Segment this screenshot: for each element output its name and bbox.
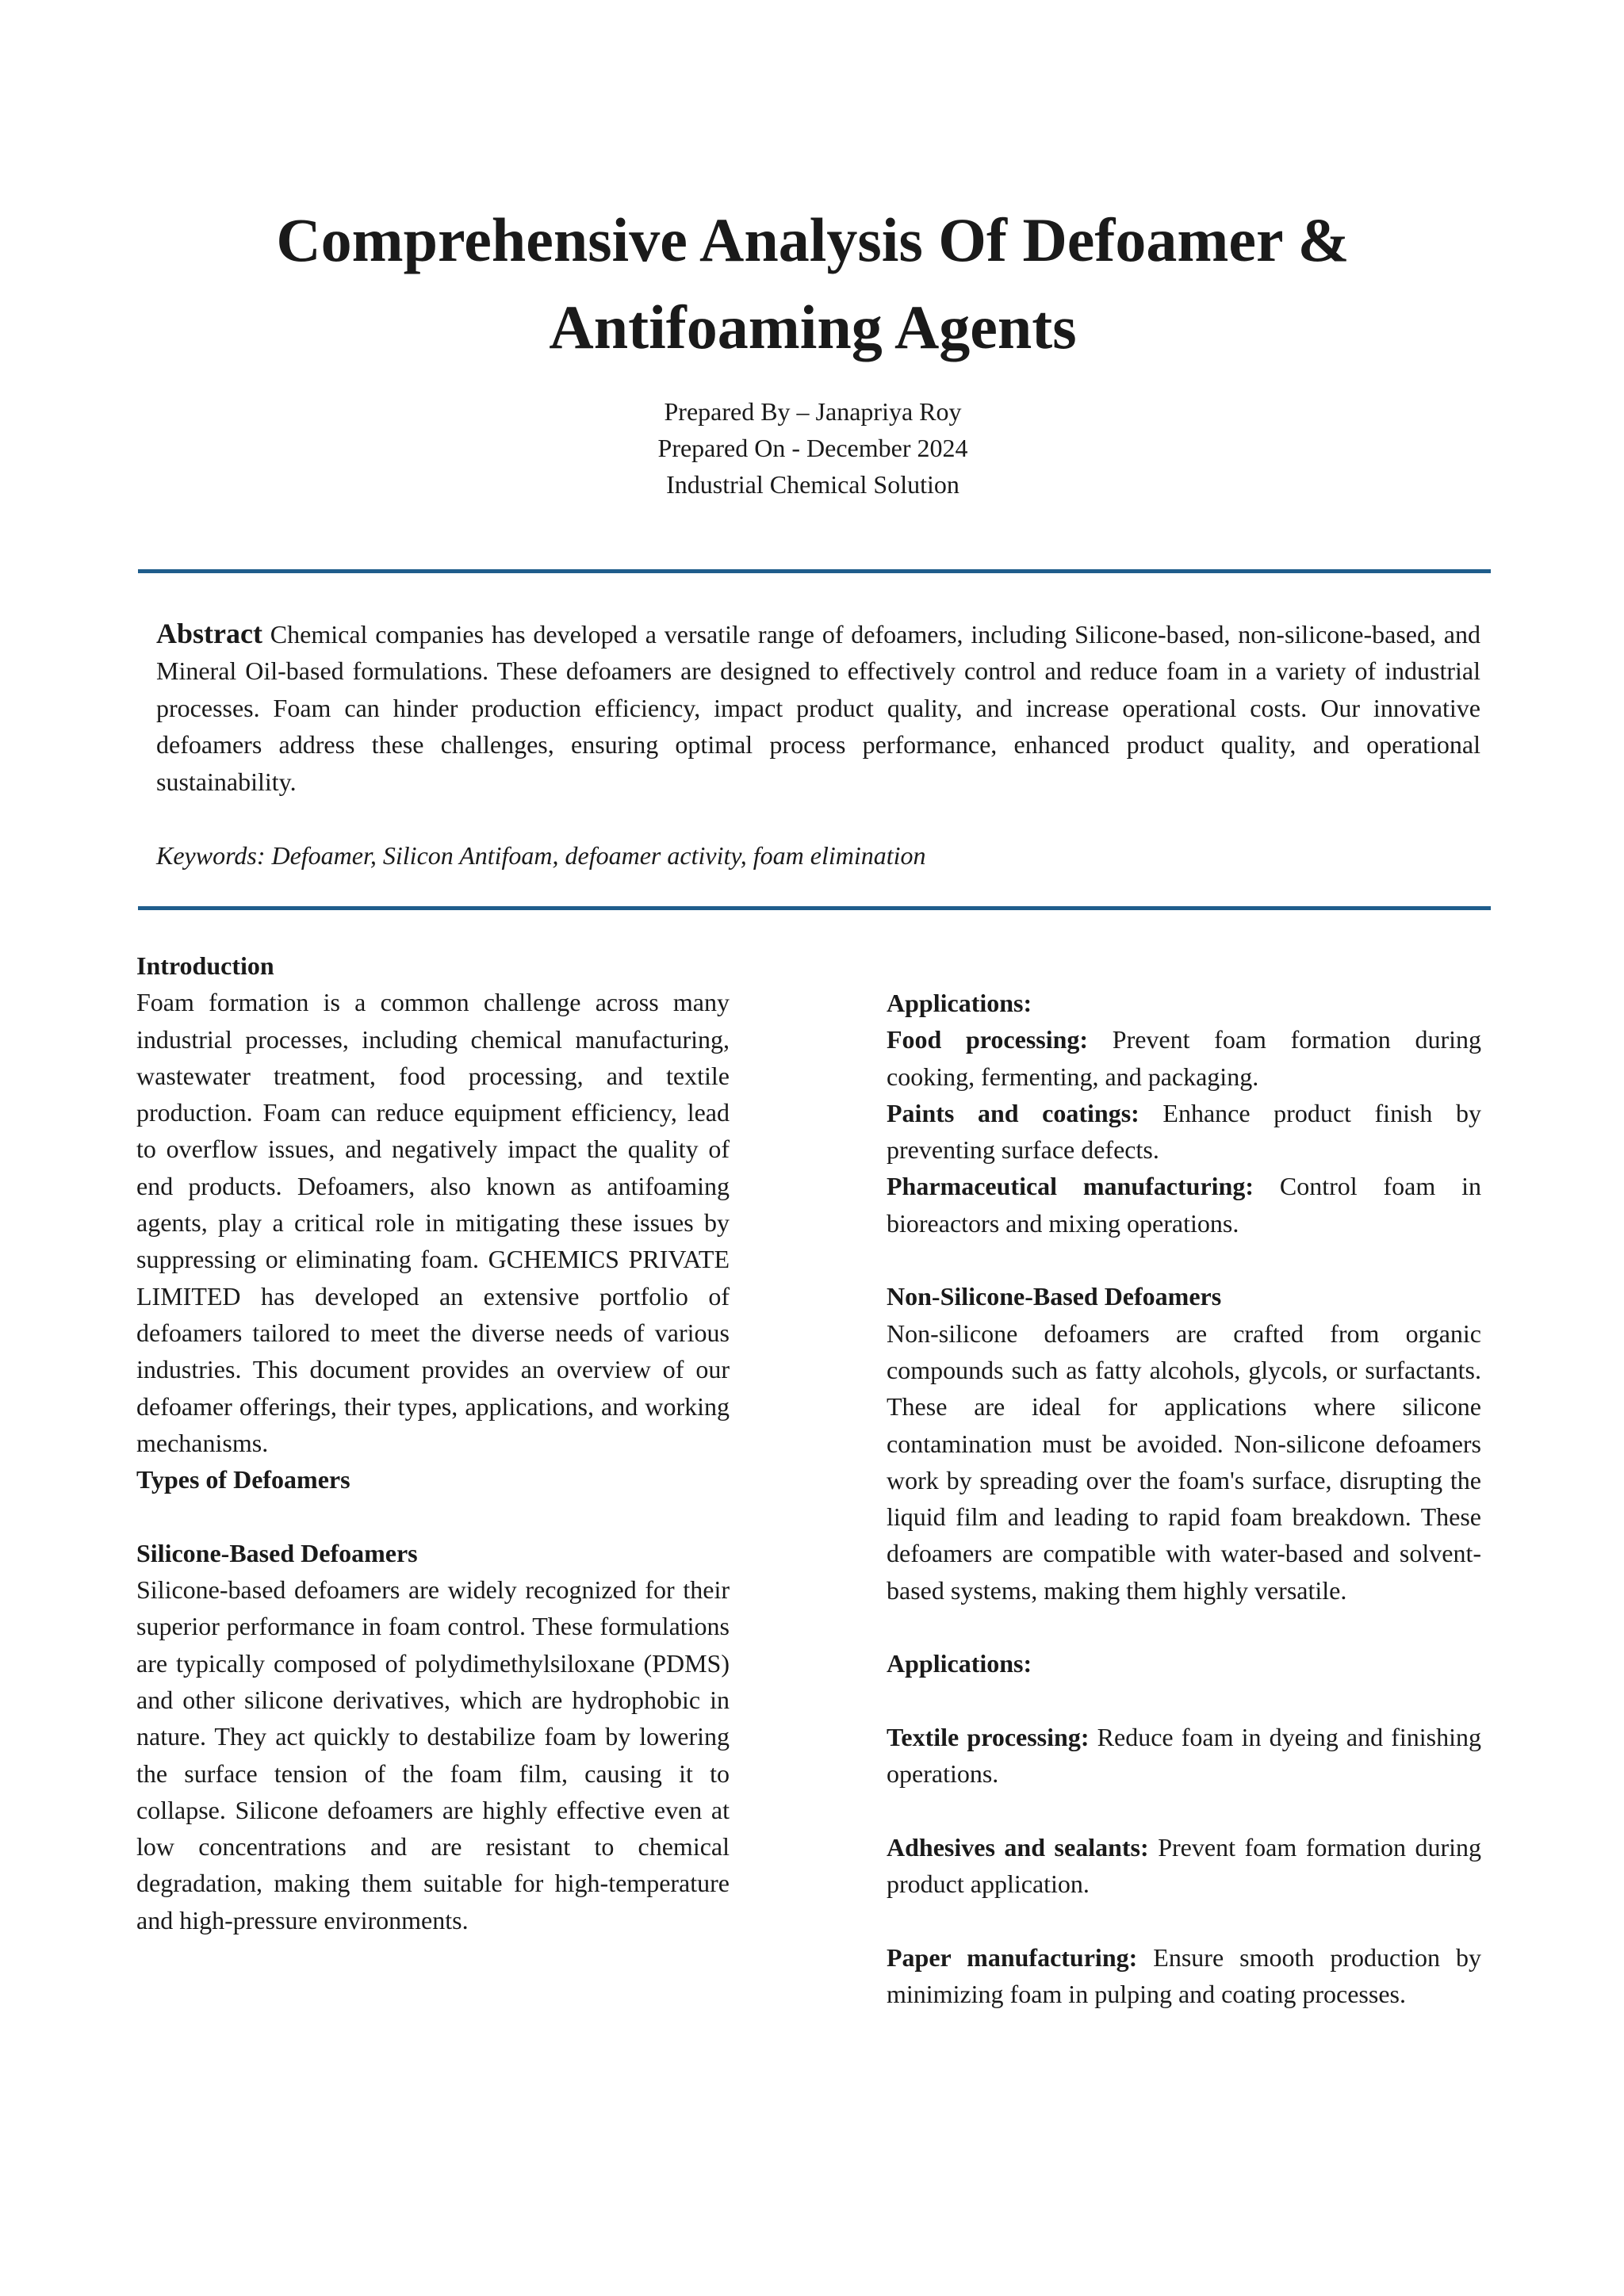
spacer bbox=[887, 1242, 1481, 1278]
application-text: Control foam in bioreactors and mixing operations. bbox=[887, 1172, 1482, 1238]
applications-heading-1: Applications: bbox=[887, 989, 1032, 1017]
top-divider bbox=[138, 569, 1491, 573]
silicone-text: Silicone-based defoamers are widely recognized for their superior performance in foam control. These formulations are typically composed of polydimethylsiloxane (PDMS) and other silicone derivatives, which are hydrophobic in nature. They act quickly to destabilize foam by lowering the surface tension of the foam film, causing it to collapse. Silicone defoamers are highly effective even at low concentrations and are resistant to chemical degradation, making them suitable for high-temperature and high-pressure environments. bbox=[136, 1575, 730, 1934]
nonsilicone-text: Non-silicone defoamers are crafted from organic compounds such as fatty alcohols, glycols, or surfactants. These are ideal for applications where silicone contamination must be avoided. Non-silicone defoamers work by spreading over the foam's surface, disrupting the liquid film and leading to rapid foam breakdown. These defoamers are compatible with water-based and solvent-based systems, making them highly versatile. bbox=[887, 1318, 1481, 1605]
bottom-divider bbox=[138, 906, 1491, 910]
application-item bbox=[887, 1168, 1481, 1242]
application-text: Enhance product finish by preventing surface defects. bbox=[887, 1098, 1482, 1165]
application-label: Adhesives and sealants: bbox=[887, 1832, 1149, 1862]
prepared-on: Prepared On - December 2024 bbox=[657, 434, 968, 462]
silicone-heading: Silicone-Based Defoamers bbox=[136, 1538, 418, 1567]
application-label: Textile processing: bbox=[887, 1722, 1090, 1751]
right-column bbox=[887, 985, 1481, 2012]
spacer bbox=[887, 1682, 1481, 1719]
prepared-by: Prepared By – Janapriya Roy bbox=[664, 397, 962, 426]
document-meta bbox=[143, 393, 1483, 503]
application-text: Prevent foam formation during product application. bbox=[887, 1832, 1482, 1899]
nonsilicone-heading: Non-Silicone-Based Defoamers bbox=[887, 1282, 1222, 1311]
application-item bbox=[887, 1095, 1481, 1169]
document-title bbox=[143, 197, 1483, 371]
application-label: Pharmaceutical manufacturing: bbox=[887, 1172, 1254, 1201]
title-line-1: Comprehensive Analysis Of Defoamer & bbox=[276, 205, 1350, 274]
application-text: Reduce foam in dyeing and finishing operations. bbox=[887, 1722, 1482, 1789]
application-item bbox=[887, 1829, 1481, 1903]
left-column bbox=[136, 947, 730, 1938]
spacer bbox=[136, 1498, 730, 1534]
application-item bbox=[887, 1021, 1481, 1095]
spacer bbox=[887, 1902, 1481, 1938]
application-label: Paints and coatings: bbox=[887, 1098, 1139, 1127]
applications-heading-2: Applications: bbox=[887, 1649, 1032, 1678]
title-line-2: Antifoaming Agents bbox=[549, 293, 1077, 362]
introduction-heading: Introduction bbox=[136, 951, 274, 980]
application-item bbox=[887, 1719, 1481, 1793]
abstract-text: Chemical companies has developed a versatile range of defoamers, including Silicone-based, non-silicone-based, and Mineral Oil-based formulations. These defoamers are designed to effectively control and reduce foam in a variety of industrial processes. Foam can hinder production efficiency, impact product quality, and increase operational costs. Our innovative defoamers address these challenges, ensuring optimal process performance, enhanced product quality, and operational sustainability. bbox=[156, 620, 1481, 796]
application-text: Ensure smooth production by minimizing foam in pulping and coating processes. bbox=[887, 1942, 1482, 2009]
organization: Industrial Chemical Solution bbox=[666, 470, 959, 499]
spacer bbox=[887, 1609, 1481, 1645]
introduction-text: Foam formation is a common challenge across many industrial processes, including chemical manufacturing, wastewater treatment, food processing, and textile production. Foam can reduce equipment efficiency, lead to overflow issues, and negatively impact the quality of end products. Defoamers, also known as antifoaming agents, play a critical role in mitigating these issues by suppressing or eliminating foam. GCHEMICS PRIVATE LIMITED has developed an extensive portfolio of defoamers tailored to meet the diverse needs of various industries. This document provides an overview of our defoamer offerings, their types, applications, and working mechanisms. bbox=[136, 988, 730, 1457]
application-label: Paper manufacturing: bbox=[887, 1942, 1138, 1972]
keywords: Keywords: Defoamer, Silicon Antifoam, defoamer activity, foam elimination bbox=[156, 841, 926, 870]
application-item bbox=[887, 1939, 1481, 2013]
abstract bbox=[156, 615, 1480, 800]
application-label: Food processing: bbox=[887, 1025, 1089, 1054]
abstract-lead: Abstract bbox=[156, 618, 262, 649]
types-heading: Types of Defoamers bbox=[136, 1465, 350, 1494]
application-text: Prevent foam formation during cooking, fermenting, and packaging. bbox=[887, 1025, 1482, 1091]
spacer bbox=[887, 1793, 1481, 1829]
